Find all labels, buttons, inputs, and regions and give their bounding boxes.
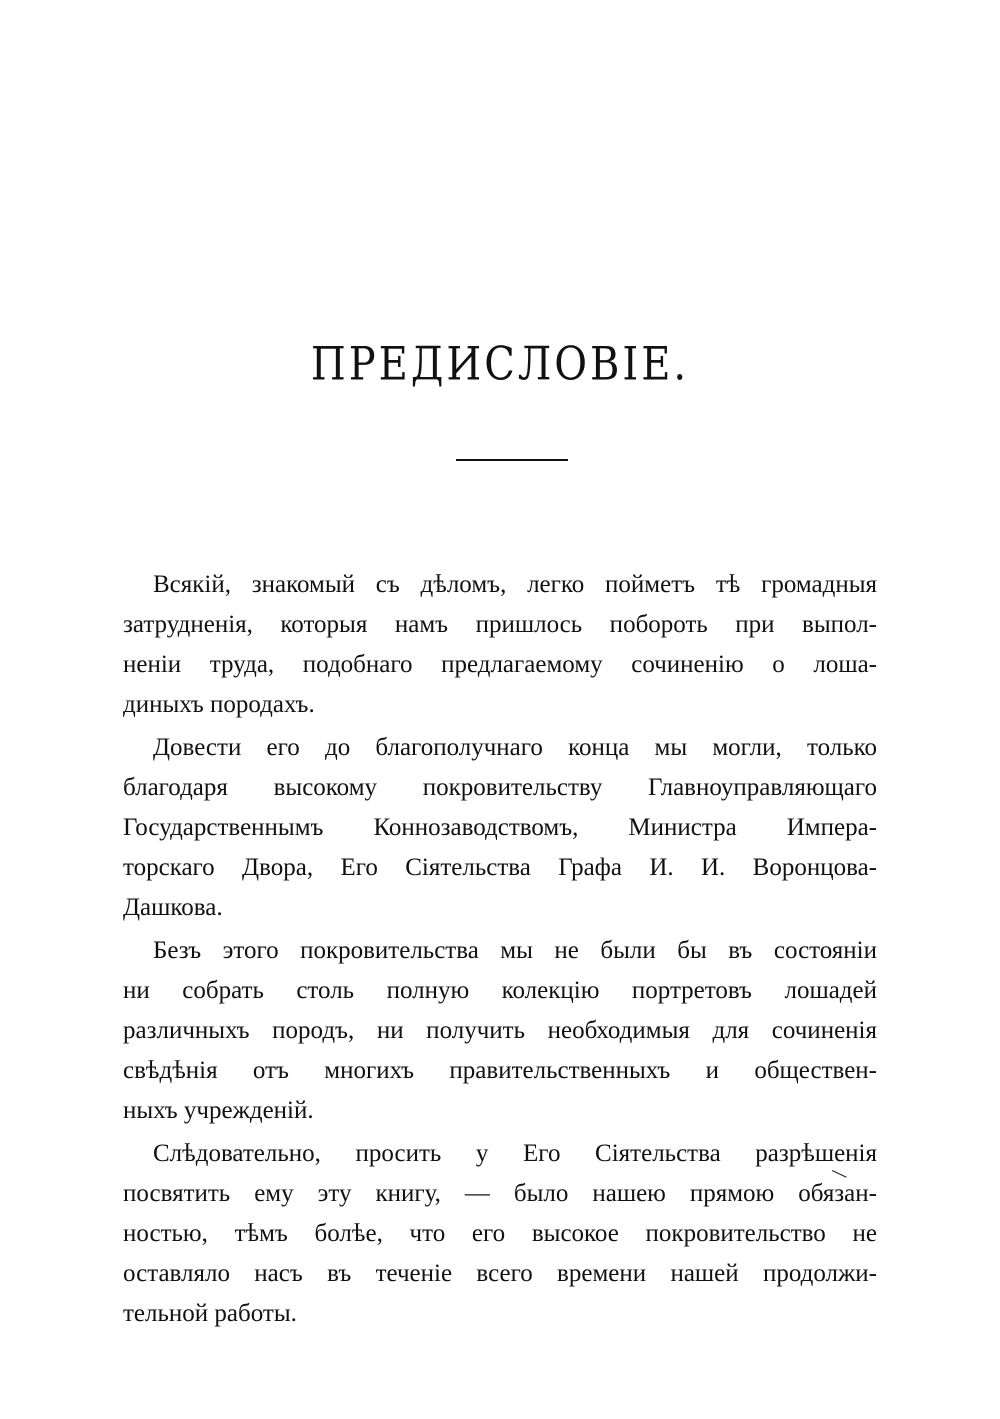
- text-line: оставляло насъ въ теченіе всего времени нашей продолжи-: [123, 1260, 877, 1287]
- text-line: Всякій, знакомый съ дѣломъ, легко пойметъ тѣ громадныя: [153, 571, 877, 598]
- text-line: Слѣдовательно, просить у Его Сіятельства разрѣшенія: [153, 1140, 877, 1167]
- text-line: различныхъ породъ, ни получить необходимыя для сочиненія: [123, 1017, 877, 1044]
- text-line: Довести его до благополучнаго конца мы могли, только: [153, 734, 877, 761]
- text-line: тельной работы.: [123, 1300, 297, 1327]
- text-line: ни собрать столь полную колекцію портретовъ лошадей: [123, 977, 877, 1004]
- text-line: свѣдѣнія отъ многихъ правительственныхъ и обществен-: [123, 1057, 877, 1084]
- paragraph: [123, 931, 877, 1131]
- preface-text: [123, 565, 877, 1334]
- text-line: ныхъ учрежденій.: [123, 1097, 314, 1124]
- text-line: затрудненія, которыя намъ пришлось побороть при выпол-: [123, 611, 877, 638]
- page-title: ПРЕДИСЛОВІЕ.: [310, 338, 690, 391]
- text-line: благодаря высокому покровительству Главноуправляющаго: [123, 774, 877, 801]
- text-line: диныхъ породахъ.: [123, 691, 315, 718]
- title-divider: [456, 459, 568, 461]
- text-line: Государственнымъ Коннозаводствомъ, Министра Импера-: [123, 814, 877, 841]
- paragraph: [123, 1134, 877, 1334]
- text-line: Дашкова.: [123, 894, 223, 921]
- paragraph: [123, 728, 877, 928]
- text-line: посвятить ему эту книгу, — было нашею прямою обязан-: [123, 1180, 877, 1207]
- text-line: Безъ этого покровительства мы не были бы въ состояніи: [153, 937, 877, 964]
- paragraph: [123, 565, 877, 725]
- text-line: ностью, тѣмъ болѣе, что его высокое покровительство не: [123, 1220, 877, 1247]
- text-line: неніи труда, подобнаго предлагаемому сочиненію о лоша-: [123, 651, 877, 678]
- text-line: торскаго Двора, Его Сіятельства Графа И. И. Воронцова-: [123, 854, 877, 881]
